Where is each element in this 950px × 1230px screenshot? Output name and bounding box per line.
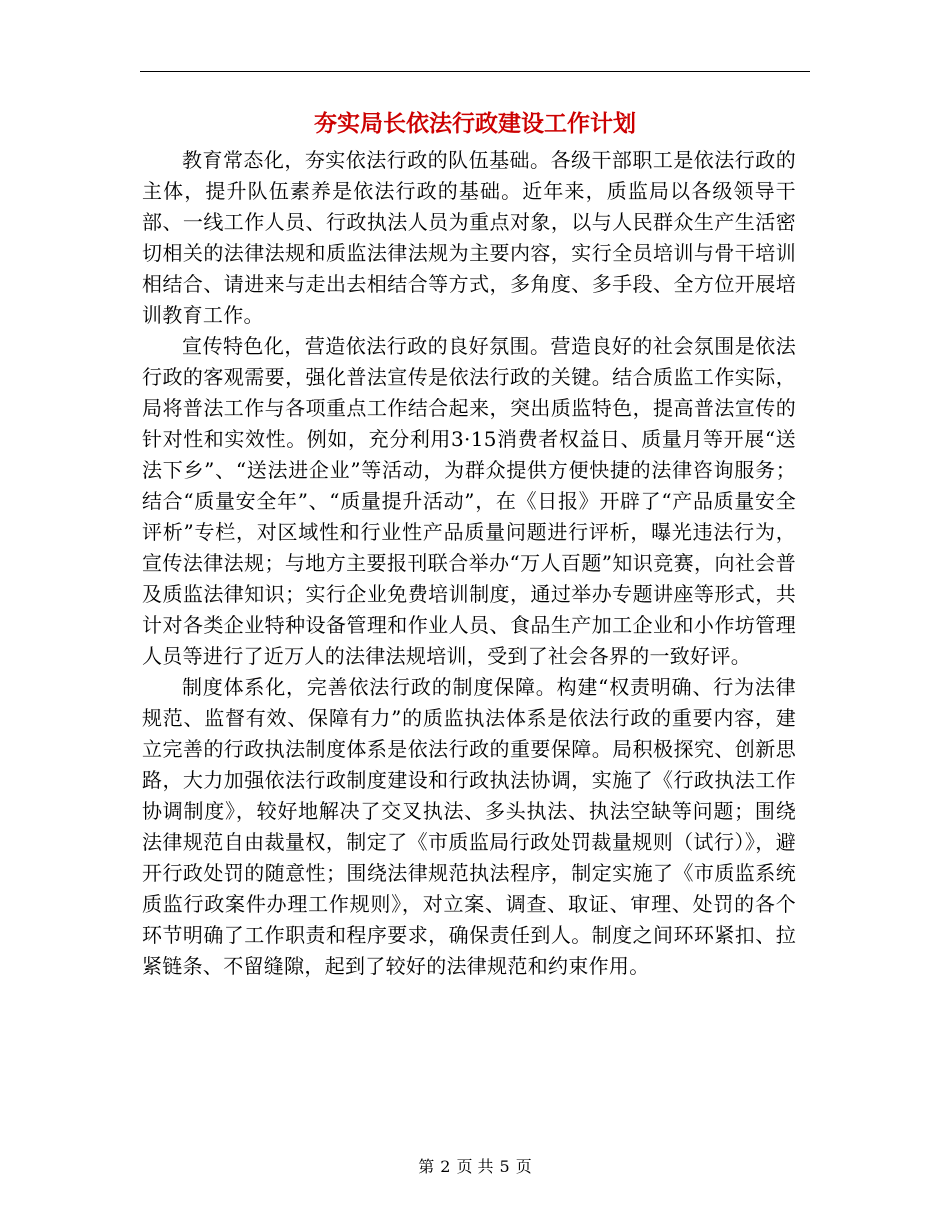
document-body <box>142 145 796 982</box>
footer-suffix: 页 <box>515 1157 532 1176</box>
footer-current-page: 2 <box>440 1157 451 1176</box>
page-footer <box>140 1156 810 1178</box>
footer-prefix: 第 <box>418 1157 435 1176</box>
document-title: 夯实局长依法行政建设工作计划 <box>314 110 636 137</box>
header-rule <box>140 71 810 72</box>
paragraph-education: 教育常态化，夯实依法行政的队伍基础。各级干部职工是依法行政的主体，提升队伍素养是依法行政的基础。近年来，质监局以各级领导干部、一线工作人员、行政执法人员为重点对象，以与人民群众生产生活密切相关的法律法规和质监法律法规为主要内容，实行全员培训与骨干培训相结合、请进来与走出去相结合等方式，多角度、多手段、全方位开展培训教育工作。 <box>142 148 796 327</box>
paragraph-publicity: 宣传特色化，营造依法行政的良好氛围。营造良好的社会氛围是依法行政的客观需要，强化普法宣传是依法行政的关键。结合质监工作实际，局将普法工作与各项重点工作结合起来，突出质监特色，提高普法宣传的针对性和实效性。例如，充分利用3·15消费者权益日、质量月等开展“送法下乡”、“送法进企业”等活动，为群众提供方便快捷的法律咨询服务；结合“质量安全年”、“质量提升活动”，在《日报》开辟了“产品质量安全评析”专栏，对区域性和行业性产品质量问题进行评析，曝光违法行为，宣传法律法规；与地方主要报刊联合举办“万人百题”知识竞赛，向社会普及质监法律知识；实行企业免费培训制度，通过举办专题讲座等形式，共计对各类企业特种设备管理和作业人员、食品生产加工企业和小作坊管理人员等进行了近万人的法律法规培训，受到了社会各界的一致好评。 <box>142 334 796 668</box>
paragraph-institution: 制度体系化，完善依法行政的制度保障。构建“权责明确、行为法律规范、监督有效、保障有力”的质监执法体系是依法行政的重要内容，建立完善的行政执法制度体系是依法行政的重要保障。局积极探究、创新思路，大力加强依法行政制度建设和行政执法协调，实施了《行政执法工作协调制度》，较好地解决了交叉执法、多头执法、执法空缺等问题；围绕法律规范自由裁量权，制定了《市质监局行政处罚裁量规则（试行）》，避开行政处罚的随意性；围绕法律规范执法程序，制定实施了《市质监系统质监行政案件办理工作规则》，对立案、调查、取证、审理、处罚的各个环节明确了工作职责和程序要求，确保责任到人。制度之间环环紧扣、拉紧链条、不留缝隙，起到了较好的法律规范和约束作用。 <box>142 675 796 978</box>
footer-middle: 页 共 <box>456 1157 494 1176</box>
footer-total-pages: 5 <box>499 1157 510 1176</box>
